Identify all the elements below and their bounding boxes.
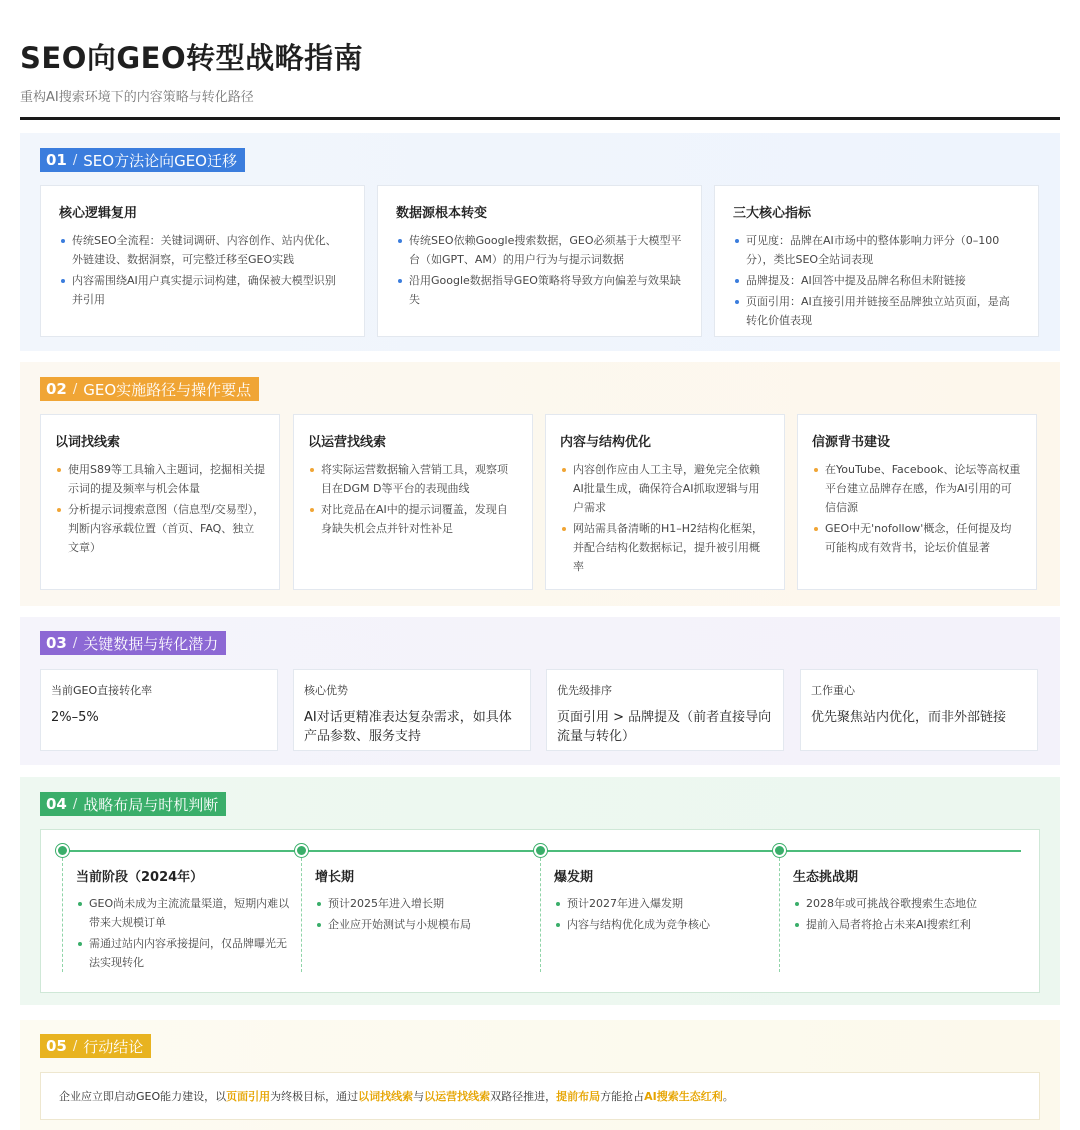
card-core-logic [40, 185, 365, 337]
stat-card-conversion-rate [40, 669, 278, 751]
bullet-list [55, 460, 265, 557]
section-tag-02 [40, 377, 259, 401]
section-tag-01 [40, 148, 245, 172]
list-item: 网站需具备清晰的H1–H2结构化框架，并配合结构化数据标记，提升被引用概率 [560, 519, 770, 576]
bullet-list [793, 894, 1007, 936]
highlight-early-layout: 提前布局 [556, 1090, 601, 1103]
conclusion-text [40, 1072, 1040, 1120]
list-item: 传统SEO全流程：关键词调研、内容创作、站内优化、外链建设、数据洞察，可完整迁移至GEO实践 [59, 231, 346, 269]
section-tag-04 [40, 792, 226, 816]
card-title: 以词找线索 [55, 435, 121, 450]
stat-value: 2%–5% [51, 710, 99, 725]
list-item: 内容需围绕AI用户真实提示词构建，确保被大模型识别并引用 [59, 271, 346, 309]
section-number: 04 [46, 795, 67, 813]
section-number: 01 [46, 151, 67, 169]
bullet-list [554, 894, 768, 936]
section-strategy-timeline [20, 777, 1060, 1005]
slash-separator: / [72, 381, 78, 397]
timeline-dashed-line [779, 858, 780, 972]
section-tag-03 [40, 631, 226, 655]
section-geo-implementation [20, 362, 1060, 606]
list-item: 内容与结构优化成为竞争核心 [554, 915, 768, 934]
section-seo-migration [20, 133, 1060, 351]
card-keyword-leads [40, 414, 280, 590]
section-number: 03 [46, 634, 67, 652]
list-item: 可见度：品牌在AI市场中的整体影响力评分（0–100分），类比SEO全站词表现 [733, 231, 1020, 269]
section-title: 战略布局与时机判断 [83, 795, 219, 814]
list-item: 沿用Google数据指导GEO策略将导致方向偏差与效果缺失 [396, 271, 683, 309]
stat-value: AI对话更精准表达复杂需求，如具体产品参数、服务支持 [304, 710, 512, 744]
bullet-list [733, 231, 1020, 330]
list-item: 将实际运营数据输入营销工具，观察项目在DGM D等平台的表现曲线 [308, 460, 518, 498]
timeline-dashed-line [62, 858, 63, 972]
stage-title: 增长期 [315, 870, 355, 885]
list-item: 品牌提及：AI回答中提及品牌名称但未附链接 [733, 271, 1020, 290]
highlight-ai-search-bonus: AI搜索生态红利 [644, 1090, 723, 1103]
list-item: 分析提示词搜索意图（信息型/交易型），判断内容承载位置（首页、FAQ、独立文章） [55, 500, 265, 557]
list-item: 需通过站内内容承接提问，仅品牌曝光无法实现转化 [76, 934, 290, 972]
slash-separator: / [72, 635, 78, 651]
list-item: 使用S89等工具输入主题词，挖掘相关提示词的提及频率与机会体量 [55, 460, 265, 498]
stage-title: 爆发期 [554, 870, 594, 885]
card-title: 核心逻辑复用 [59, 206, 138, 221]
list-item: GEO中无'nofollow'概念，任何提及均可能构成有效背书，论坛价值显著 [812, 519, 1022, 557]
timeline-dot [534, 844, 547, 857]
section-number: 05 [46, 1037, 67, 1055]
list-item: 提前入局者将抢占未来AI搜索红利 [793, 915, 1007, 934]
stage-title: 当前阶段（2024年） [76, 870, 204, 885]
card-core-metrics [714, 185, 1039, 337]
timeline-stage-explosion [540, 844, 780, 974]
card-title: 以运营找线索 [308, 435, 387, 450]
section-title: GEO实施路径与操作要点 [83, 380, 252, 399]
stage-title: 生态挑战期 [793, 870, 859, 885]
list-item: 传统SEO依赖Google搜索数据，GEO必须基于大模型平台（如GPT、AM）的用户行为与提示词数据 [396, 231, 683, 269]
section-number: 02 [46, 380, 67, 398]
bullet-list [560, 460, 770, 576]
slash-separator: / [72, 1038, 78, 1054]
timeline-stage-growth [301, 844, 541, 974]
section-title: 行动结论 [83, 1037, 144, 1056]
timeline-dot [773, 844, 786, 857]
section-key-data [20, 617, 1060, 765]
slash-separator: / [72, 796, 78, 812]
bullet-list [812, 460, 1022, 557]
stat-value: 优先聚焦站内优化，而非外部链接 [811, 710, 1007, 725]
card-operation-leads [293, 414, 533, 590]
card-title: 三大核心指标 [733, 206, 812, 221]
stat-card-work-focus [800, 669, 1038, 751]
section-action-conclusion [20, 1020, 1060, 1130]
list-item: 预计2025年进入增长期 [315, 894, 529, 913]
list-item: 内容创作应由人工主导，避免完全依赖AI批量生成，确保符合AI抓取逻辑与用户需求 [560, 460, 770, 517]
list-item: 页面引用：AI直接引用并链接至品牌独立站页面，是高转化价值表现 [733, 292, 1020, 330]
bullet-list [315, 894, 529, 936]
page-subtitle: 重构AI搜索环境下的内容策略与转化路径 [20, 90, 254, 105]
timeline-dashed-line [540, 858, 541, 972]
list-item: 预计2027年进入爆发期 [554, 894, 768, 913]
stat-label: 优先级排序 [557, 684, 612, 697]
stat-label: 工作重心 [811, 684, 855, 697]
bullet-list [76, 894, 290, 974]
timeline [40, 829, 1040, 993]
stat-value: 页面引用 > 品牌提及（前者直接导向流量与转化） [557, 710, 772, 744]
conclusion-part: 双路径推进， [490, 1090, 557, 1103]
highlight-keyword-leads: 以词找线索 [358, 1090, 414, 1103]
bullet-list [59, 231, 346, 309]
highlight-page-citation: 页面引用 [226, 1090, 271, 1103]
card-title: 数据源根本转变 [396, 206, 488, 221]
bullet-list [396, 231, 683, 309]
timeline-dashed-line [301, 858, 302, 972]
card-title: 信源背书建设 [812, 435, 891, 450]
section-title: 关键数据与转化潜力 [83, 634, 219, 653]
list-item: 2028年或可挑战谷歌搜索生态地位 [793, 894, 1007, 913]
list-item: GEO尚未成为主流流量渠道，短期内难以带来大规模订单 [76, 894, 290, 932]
stat-label: 核心优势 [304, 684, 348, 697]
conclusion-part: 方能抢占 [600, 1090, 645, 1103]
card-data-source [377, 185, 702, 337]
timeline-dot [295, 844, 308, 857]
list-item: 在YouTube、Facebook、论坛等高权重平台建立品牌存在感，作为AI引用的可信信源 [812, 460, 1022, 517]
bullet-list [308, 460, 518, 538]
page-header [20, 36, 1060, 105]
timeline-stage-ecosystem [779, 844, 1019, 974]
stat-card-core-advantage [293, 669, 531, 751]
header-divider [20, 117, 1060, 120]
conclusion-part: 。 [722, 1090, 734, 1103]
slash-separator: / [72, 152, 78, 168]
section-title: SEO方法论向GEO迁移 [83, 151, 237, 170]
section-tag-05 [40, 1034, 151, 1058]
stat-card-priority [546, 669, 784, 751]
card-content-structure [545, 414, 785, 590]
conclusion-part: 企业应立即启动GEO能力建设，以 [59, 1090, 227, 1103]
conclusion-part: 为终极目标，通过 [270, 1090, 359, 1103]
highlight-operation-leads: 以运营找线索 [424, 1090, 491, 1103]
list-item: 企业应开始测试与小规模布局 [315, 915, 529, 934]
page-title: SEO向GEO转型战略指南 [20, 41, 364, 75]
stat-label: 当前GEO直接转化率 [51, 684, 153, 697]
card-source-endorsement [797, 414, 1037, 590]
timeline-stage-current [62, 844, 302, 974]
list-item: 对比竞品在AI中的提示词覆盖，发现自身缺失机会点并针对性补足 [308, 500, 518, 538]
card-title: 内容与结构优化 [560, 435, 652, 450]
conclusion-part: 与 [413, 1090, 425, 1103]
timeline-dot [56, 844, 69, 857]
